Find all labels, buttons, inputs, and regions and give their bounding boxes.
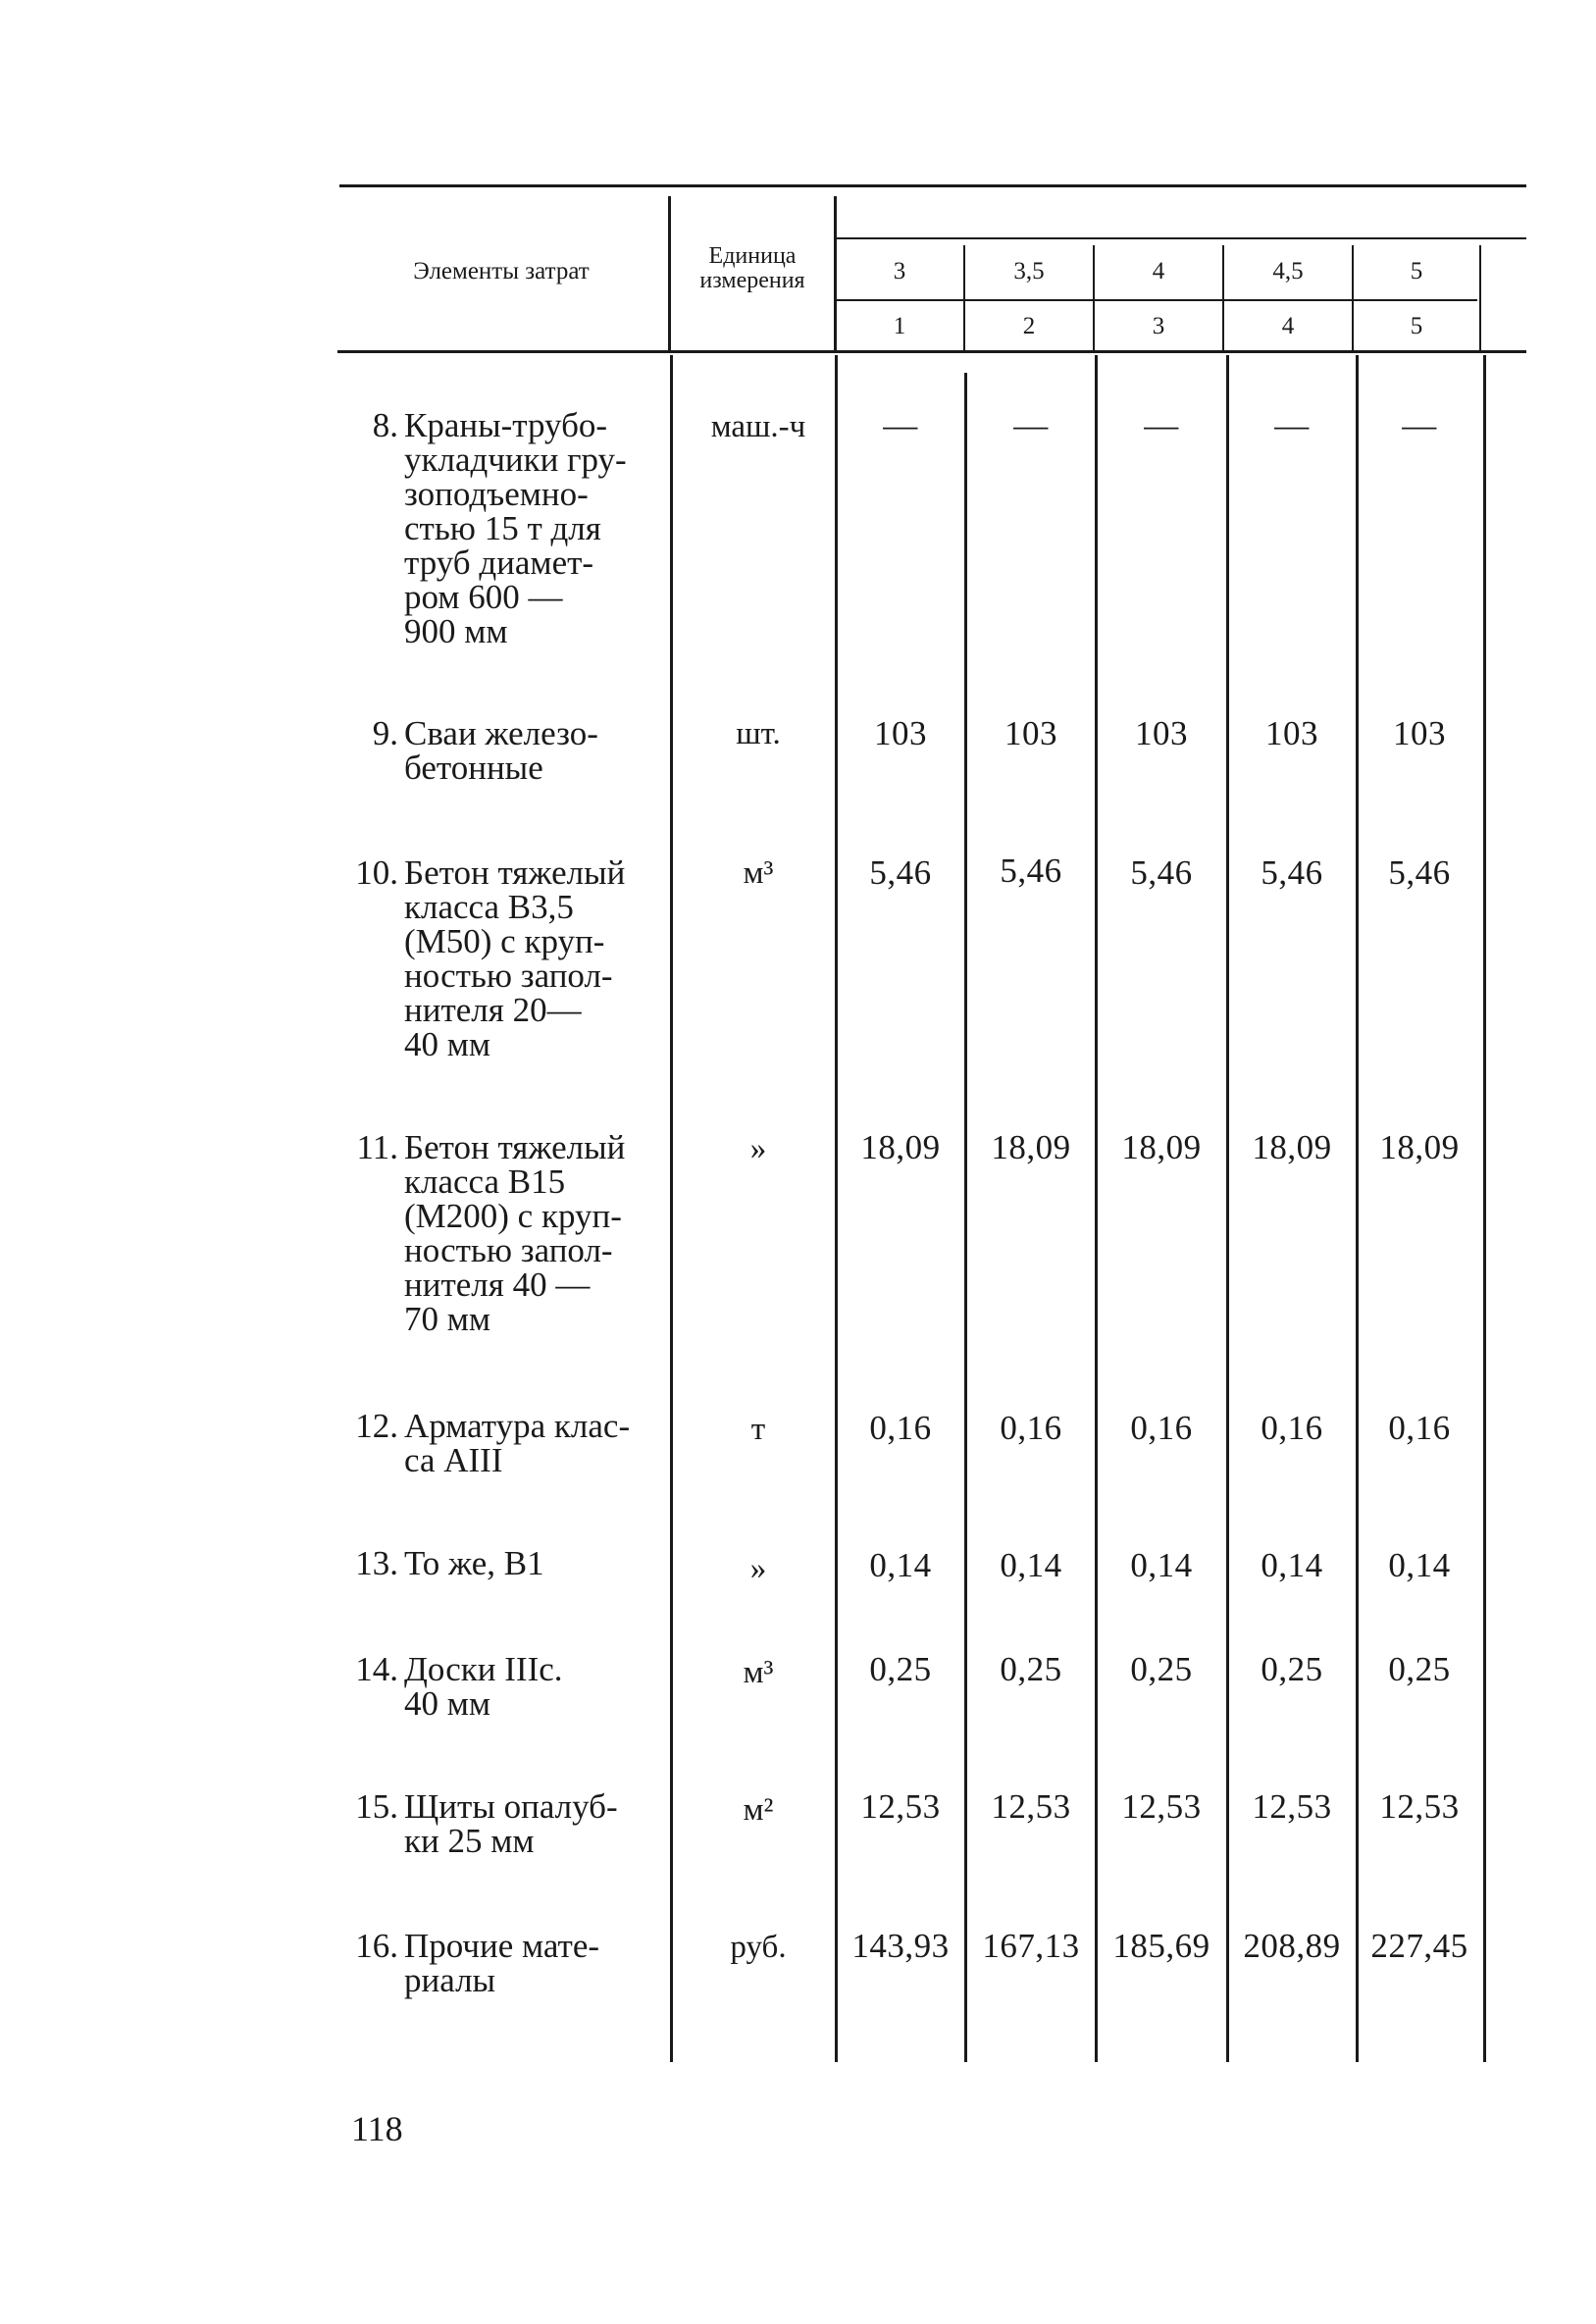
value-col-5: 0,16 <box>1388 1409 1451 1447</box>
table-top-rule <box>339 184 1526 187</box>
value-col-2: 167,13 <box>982 1927 1080 1965</box>
item-number: 15. <box>355 1787 398 1826</box>
value-col-4: 12,53 <box>1252 1787 1332 1826</box>
value-col-3: 12,53 <box>1121 1787 1202 1826</box>
value-col-4: 208,89 <box>1243 1927 1341 1965</box>
cost-item-row <box>339 408 659 653</box>
value-col-2: 0,14 <box>1000 1546 1062 1584</box>
item-number: 12. <box>355 1407 398 1445</box>
item-number: 13. <box>355 1544 398 1582</box>
value-col-1: 0,16 <box>869 1409 932 1447</box>
item-unit: м² <box>743 1792 774 1828</box>
value-col-2: 0,16 <box>1000 1409 1062 1447</box>
value-col-5: 0,14 <box>1388 1546 1451 1584</box>
value-col-5: 227,45 <box>1370 1927 1468 1965</box>
cost-item-row <box>339 1789 659 1860</box>
item-description: То же, В1 <box>404 1544 544 1582</box>
header-bottom-rule <box>337 350 1526 353</box>
value-col-4: 5,46 <box>1261 853 1323 892</box>
cost-item-row <box>339 1130 659 1338</box>
value-col-2: — <box>1013 406 1049 444</box>
body-divider-elements <box>670 355 673 2062</box>
item-unit: » <box>749 1131 767 1166</box>
value-col-5: 0,25 <box>1388 1650 1451 1688</box>
item-description: Прочие мате- риалы <box>404 1927 600 1999</box>
header-colnum-5: 5 <box>1410 313 1423 339</box>
value-col-2: 103 <box>1004 714 1057 752</box>
cost-item-row <box>339 1652 659 1723</box>
value-col-2: 12,53 <box>991 1787 1071 1826</box>
item-unit: т <box>750 1412 766 1447</box>
value-col-4: 0,16 <box>1261 1409 1323 1447</box>
value-col-2: 5,46 <box>1000 852 1062 890</box>
value-col-4: 103 <box>1265 714 1318 752</box>
value-col-1: 103 <box>874 714 927 752</box>
item-description: Арматура клас- са АIII <box>404 1407 631 1479</box>
item-unit: » <box>749 1551 767 1586</box>
header-param-3: 4 <box>1152 258 1165 284</box>
item-description: Бетон тяжелый класса В15 (М200) с круп- ностью запол- нителя 40 — 70 мм <box>404 1128 626 1338</box>
cost-item-row <box>339 1929 659 1999</box>
value-col-3: 5,46 <box>1130 853 1193 892</box>
item-description: Доски IIIс. 40 мм <box>404 1650 563 1723</box>
value-col-5: 5,46 <box>1388 853 1451 892</box>
value-col-1: 18,09 <box>860 1128 941 1166</box>
value-col-1: 143,93 <box>851 1927 950 1965</box>
item-unit: маш.-ч <box>710 409 806 444</box>
header-colnum-4: 4 <box>1281 313 1295 339</box>
item-number: 8. <box>372 406 398 444</box>
item-unit: м³ <box>743 855 774 891</box>
header-unit-label-line1: Единица <box>708 243 797 269</box>
item-description: Сваи железо- бетонные <box>404 714 598 787</box>
value-col-1: 12,53 <box>860 1787 941 1826</box>
value-col-5: 18,09 <box>1379 1128 1460 1166</box>
item-unit: шт. <box>736 716 781 751</box>
cost-item-row <box>339 1546 659 1581</box>
value-col-4: — <box>1274 406 1310 444</box>
value-col-3: 0,25 <box>1130 1650 1193 1688</box>
cost-item-row <box>339 855 659 1063</box>
value-col-4: 0,14 <box>1261 1546 1323 1584</box>
value-col-5: 103 <box>1393 714 1446 752</box>
item-number: 9. <box>372 714 398 752</box>
header-unit-label-line2: измерения <box>699 268 805 293</box>
page-number: 118 <box>351 2109 403 2148</box>
value-col-4: 18,09 <box>1252 1128 1332 1166</box>
cost-item-row <box>339 716 659 787</box>
cost-item-row <box>339 1409 659 1479</box>
header-param-4: 4,5 <box>1272 258 1304 284</box>
header-colnum-3: 3 <box>1152 313 1165 339</box>
item-description: Бетон тяжелый класса В3,5 (М50) с круп- ностью запол- нителя 20— 40 мм <box>404 853 626 1063</box>
item-number: 11. <box>356 1128 398 1166</box>
header-param-2: 3,5 <box>1013 258 1045 284</box>
value-col-3: 103 <box>1135 714 1188 752</box>
item-number: 16. <box>355 1927 398 1965</box>
item-unit: м³ <box>743 1655 774 1690</box>
value-col-1: 0,25 <box>869 1650 932 1688</box>
header-param-5: 5 <box>1410 258 1423 284</box>
header-divider-col5 <box>1479 245 1481 350</box>
value-col-3: 185,69 <box>1112 1927 1210 1965</box>
value-col-3: — <box>1144 406 1179 444</box>
header-colnum-rule <box>836 299 1477 301</box>
item-number: 14. <box>355 1650 398 1688</box>
value-col-5: 12,53 <box>1379 1787 1460 1826</box>
header-params-rule <box>836 237 1526 239</box>
value-col-3: 0,16 <box>1130 1409 1193 1447</box>
header-colnum-2: 2 <box>1022 313 1036 339</box>
value-col-3: 0,14 <box>1130 1546 1193 1584</box>
value-col-4: 0,25 <box>1261 1650 1323 1688</box>
item-description: Краны-трубо- укладчики гру- зоподъемно- стью 15 т для труб диамет- ром 600 — 900 мм <box>404 406 627 650</box>
value-col-2: 0,25 <box>1000 1650 1062 1688</box>
value-col-1: 0,14 <box>869 1546 932 1584</box>
value-col-3: 18,09 <box>1121 1128 1202 1166</box>
item-unit: руб. <box>730 1930 787 1965</box>
header-colnum-1: 1 <box>893 313 906 339</box>
value-col-1: — <box>883 406 918 444</box>
header-elements-label: Элементы затрат <box>413 258 590 284</box>
header-param-1: 3 <box>893 258 906 284</box>
value-col-1: 5,46 <box>869 853 932 892</box>
value-col-2: 18,09 <box>991 1128 1071 1166</box>
item-description: Щиты опалуб- ки 25 мм <box>404 1787 618 1860</box>
item-number: 10. <box>355 853 398 892</box>
value-col-5: — <box>1402 406 1437 444</box>
